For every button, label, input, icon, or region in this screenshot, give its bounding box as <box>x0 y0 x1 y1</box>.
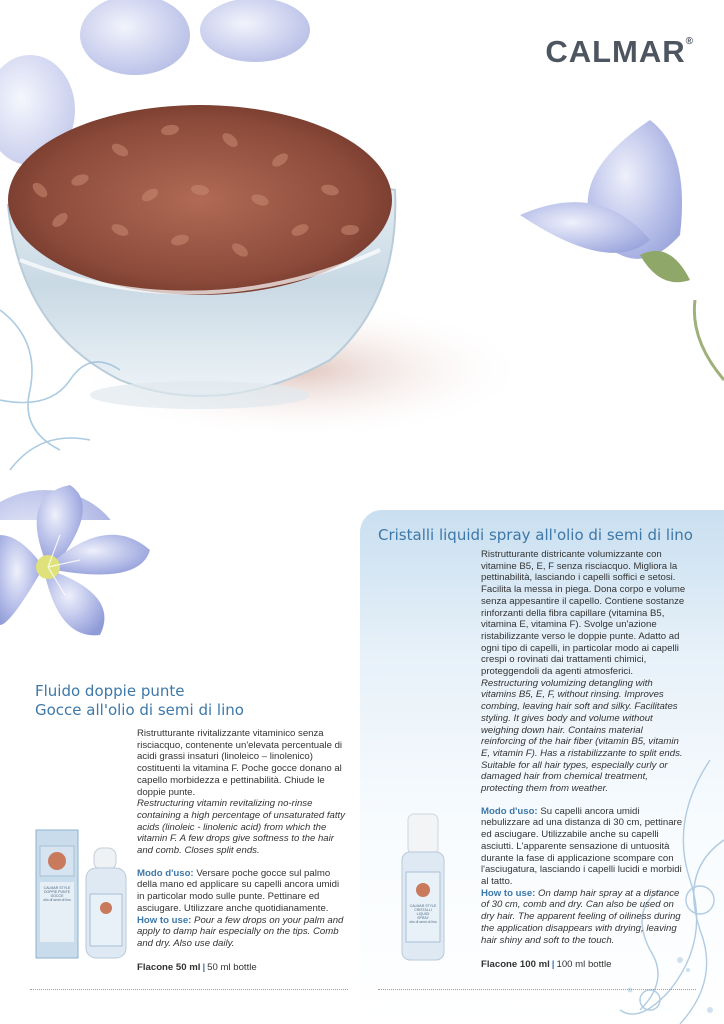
label-line: DOPPIE PUNTE <box>43 890 71 894</box>
brand-name: CALMAR <box>545 34 686 69</box>
label-ingredient: olio di semi di lino <box>409 920 437 924</box>
format-fluid <box>137 962 257 973</box>
usage-text-en: Pour a few drops on your palm and apply to damp hair especially on the tips. Comb and dry. Also use daily. <box>137 914 344 949</box>
product-image-spray <box>400 812 446 967</box>
format-it: Flacone 50 ml <box>137 962 201 973</box>
format-separator: | <box>551 959 555 970</box>
product-description-fluid <box>137 728 347 950</box>
usage-label-it: Modo d'uso: <box>481 805 538 817</box>
format-spray <box>481 959 611 970</box>
usage-label-it: Modo d'uso: <box>137 867 194 879</box>
description-en: Restructuring volumizing detangling with vitamins B5, E, F, without rinsing. Improves combing, leaving hair soft and silky. Facilitates styling. It gives body and volume without weighing down hair. Contains material reinforcing of the hair fiber (vitamin B5, vitamin E, vitamin F). Has a ristabilizzante to split ends. Suitable for all hair types, especially curly or damaged hair from chemical treatment, protecting them from weather. <box>481 677 683 795</box>
description-it: Ristrutturante rivitalizzante vitaminico senza risciacquo, contenente un'elevata percentuale di acidi grassi insaturi (linoleico – linolenico) costituenti la vitamina F. Poche gocce donano al capello morbidezza e pettinabilità. Chiude le doppie punte. <box>137 728 343 798</box>
label-type: GOCCE <box>50 894 64 898</box>
label-ingredient: olio di semi di lino <box>43 898 71 902</box>
usage-label-en: How to use: <box>481 887 536 899</box>
usage-text-it: Su capelli ancora umidi nebulizzare ad una distanza di 30 cm, pettinare ed asciugare. Utilizzabile anche su capelli asciutti. L'apparente sensazione di untuosità durante la fase di applicazione scompare con l'asciugatura, lasciando i capelli lucidi e morbidi al tatto. <box>481 805 683 887</box>
flower-right <box>520 120 724 380</box>
usage-text-it: Versare poche gocce sul palmo della mano ed applicare su capelli ancora umidi in particolar modo sulle punte. Pettinare ed asciugare. Utilizzare anche quotidianamente. <box>137 867 340 914</box>
product-title-spray: Cristalli liquidi spray all'olio di semi di lino <box>378 526 693 544</box>
label-line: CRISTALLI LIQUIDI <box>414 908 432 916</box>
format-en: 100 ml bottle <box>556 959 612 970</box>
usage-text-en: On damp hair spray at a distance of 30 cm, comb and dry. Can also be used on dry hair. The apparent feeling of oiliness during the application disappears with drying, leaving hair shiny and soft to the touch. <box>481 887 681 946</box>
divider-left <box>30 989 348 990</box>
format-it: Flacone 100 ml <box>481 959 550 970</box>
usage-it <box>481 806 689 888</box>
usage-en <box>137 915 347 950</box>
product-title-line1: Fluido doppie punte <box>35 682 185 700</box>
registered-mark: ® <box>685 36 694 47</box>
format-en: 50 ml bottle <box>207 962 257 973</box>
product-description-spray <box>481 549 689 946</box>
product-image-fluid <box>34 828 130 965</box>
usage-it <box>137 868 347 915</box>
label-type: SPRAY <box>417 916 429 920</box>
brand-logo <box>545 34 694 70</box>
usage-label-en: How to use: <box>137 914 192 926</box>
description-it: Ristrutturante districante volumizzante con vitamine B5, E, F senza risciacquo. Migliora la pettinabilità, lasciando i capelli soffici e setosi. Facilita la messa in piega. Dona corpo e volume senza appesantire il capello. Contiene sostanze rinforzanti della fibra capillare (vitamina B5, vitamina E, vitamina F). Svolge un'azione ristabilizzante verso le doppie punte. Adatto ad ogni tipo di capelli, in particolar modo ai capelli crespi o rovinati dai trattamenti chimici, proteggendoli da agenti atmosferici. <box>481 549 686 678</box>
flax-flower-icon <box>0 475 160 645</box>
product-title-line2: Gocce all'olio di semi di lino <box>35 701 244 719</box>
divider-right <box>378 989 696 990</box>
format-separator: | <box>202 962 206 973</box>
description-en: Restructuring vitamin revitalizing no-rinse containing a high percentage of unsaturated fatty acids (linoleic - linolenic acid) from which the vitamin F. A few drops give softness to the hair and comb. Closes split ends. <box>137 798 346 857</box>
product-title-fluid <box>35 682 244 720</box>
label-brand: CALMAR STYLE <box>43 886 71 890</box>
label-brand: CALMAR STYLE <box>409 904 437 908</box>
usage-en <box>481 888 689 947</box>
